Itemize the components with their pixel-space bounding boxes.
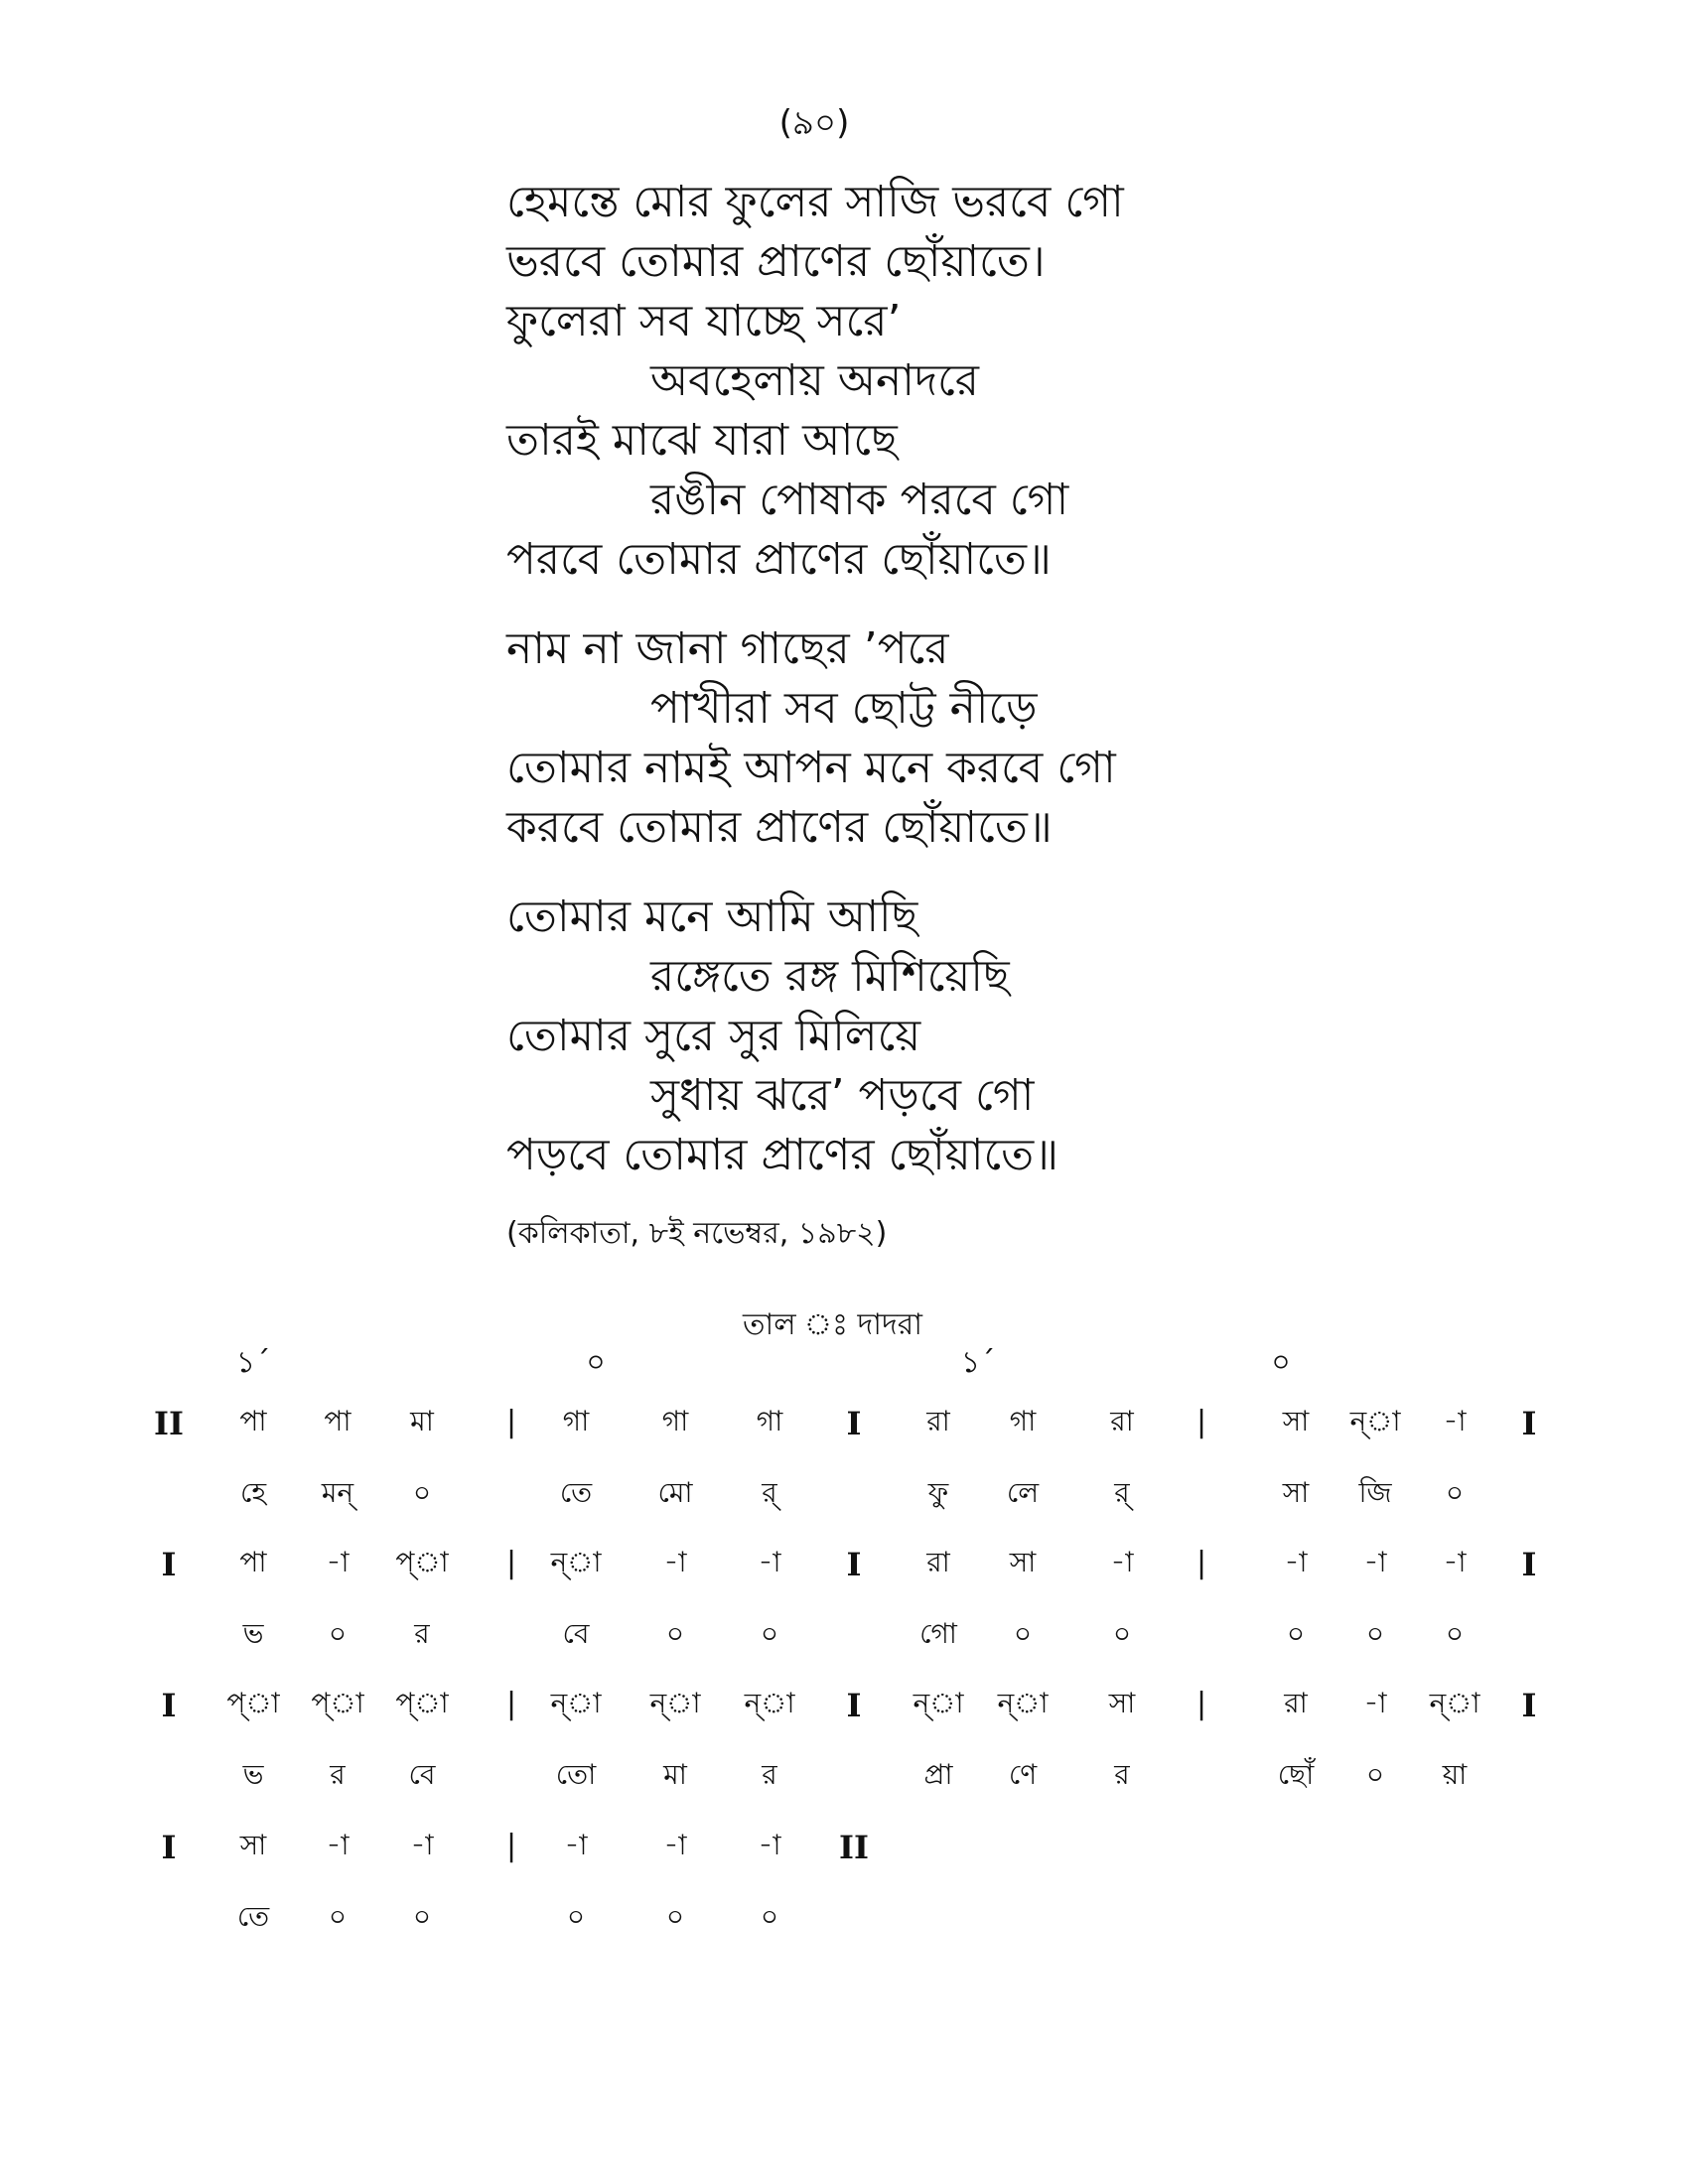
beat-divider: | bbox=[505, 1687, 517, 1721]
bar-line: I bbox=[846, 1405, 862, 1442]
note-cell: সা bbox=[239, 1829, 267, 1861]
note-cell: ন্া bbox=[997, 1687, 1049, 1719]
poem-line: পাখীরা সব ছোট্ট নীড়ে bbox=[650, 683, 1038, 734]
poem-line: তোমার সুরে সুর মিলিয়ে bbox=[506, 1011, 921, 1061]
note-cell: সা bbox=[1009, 1546, 1037, 1578]
beat-marker: ০ bbox=[1271, 1345, 1291, 1380]
note-cell: -া bbox=[758, 1829, 781, 1861]
note-cell: রা bbox=[1284, 1687, 1308, 1719]
lyric-cell: ফু bbox=[927, 1476, 949, 1509]
lyric-cell: গো bbox=[919, 1617, 957, 1650]
lyric-cell: ০ bbox=[412, 1900, 432, 1933]
beat-divider: | bbox=[505, 1829, 517, 1863]
poem-line: ভরবে তোমার প্রাণের ছোঁয়াতে। bbox=[506, 236, 1046, 287]
note-cell: পা bbox=[239, 1405, 267, 1437]
page-number: (৯০) bbox=[778, 103, 850, 143]
beat-marker: ০ bbox=[586, 1345, 606, 1380]
lyric-cell: বে bbox=[562, 1617, 590, 1650]
poem-line: তারই মাঝে যারা আছে bbox=[506, 415, 898, 466]
poem-line: সুধায় ঝরে’ পড়বে গো bbox=[650, 1070, 1035, 1121]
note-cell: -া bbox=[663, 1546, 687, 1578]
note-cell: প্া bbox=[226, 1687, 280, 1719]
lyric-cell: মা bbox=[663, 1758, 687, 1791]
note-cell: প্া bbox=[311, 1687, 364, 1719]
lyric-cell: ণে bbox=[1008, 1758, 1038, 1791]
note-cell: ন্া bbox=[1429, 1687, 1480, 1719]
bar-line: I bbox=[846, 1546, 862, 1583]
note-cell: -া bbox=[1363, 1546, 1387, 1578]
note-cell: -া bbox=[1363, 1687, 1387, 1719]
note-cell: -া bbox=[326, 1829, 350, 1861]
lyric-cell: ০ bbox=[1445, 1617, 1465, 1650]
note-cell: গা bbox=[1009, 1405, 1037, 1437]
lyric-cell: ০ bbox=[1365, 1617, 1385, 1650]
note-cell: ন্া bbox=[550, 1546, 602, 1578]
lyric-cell: ০ bbox=[1365, 1758, 1385, 1791]
tala-label: তাল ঃ দাদরা bbox=[743, 1307, 922, 1342]
beat-divider: | bbox=[1196, 1405, 1207, 1439]
note-cell: ন্া bbox=[744, 1687, 795, 1719]
note-cell: ন্া bbox=[550, 1687, 602, 1719]
lyric-cell: র bbox=[1114, 1758, 1130, 1791]
beat-divider: | bbox=[1196, 1546, 1207, 1580]
lyric-cell: ০ bbox=[328, 1617, 348, 1650]
note-cell: -া bbox=[663, 1829, 687, 1861]
note-cell: রা bbox=[1110, 1405, 1134, 1437]
beat-marker: ১´ bbox=[960, 1345, 996, 1380]
lyric-cell: লে bbox=[1006, 1476, 1040, 1509]
note-cell: -া bbox=[564, 1829, 588, 1861]
bar-line: I bbox=[1521, 1405, 1537, 1442]
lyric-cell: জি bbox=[1358, 1476, 1392, 1509]
beat-divider: | bbox=[505, 1405, 517, 1439]
note-cell: ন্া bbox=[913, 1687, 964, 1719]
lyric-cell: ০ bbox=[1286, 1617, 1306, 1650]
poem-line: ফুলেরা সব যাচ্ছে সরে’ bbox=[506, 296, 902, 346]
bar-line: II bbox=[839, 1829, 869, 1866]
lyric-cell: তে bbox=[559, 1476, 593, 1509]
beat-divider: | bbox=[505, 1546, 517, 1580]
lyric-cell: ০ bbox=[328, 1900, 348, 1933]
poem-line: তোমার মনে আমি আছি bbox=[506, 891, 918, 942]
lyric-cell: তে bbox=[236, 1900, 270, 1933]
beat-marker: ১´ bbox=[235, 1345, 271, 1380]
poem-line: অবহেলায় অনাদরে bbox=[650, 355, 979, 406]
lyric-cell: ছোঁ bbox=[1277, 1758, 1315, 1791]
note-cell: রা bbox=[926, 1546, 950, 1578]
note-cell: -া bbox=[758, 1546, 781, 1578]
lyric-cell: মন্ bbox=[321, 1476, 354, 1509]
lyric-cell: র্ bbox=[1114, 1476, 1130, 1509]
note-cell: -া bbox=[1443, 1546, 1467, 1578]
bar-line: I bbox=[846, 1687, 862, 1724]
lyric-cell: হে bbox=[239, 1476, 267, 1509]
lyric-cell: র bbox=[330, 1758, 346, 1791]
lyric-cell: য়া bbox=[1442, 1758, 1468, 1791]
poem-line: পড়বে তোমার প্রাণের ছোঁয়াতে॥ bbox=[506, 1130, 1059, 1180]
note-cell: -া bbox=[326, 1546, 350, 1578]
beat-divider: | bbox=[1196, 1687, 1207, 1721]
poem-line: করবে তোমার প্রাণের ছোঁয়াতে॥ bbox=[506, 802, 1053, 853]
bar-line: II bbox=[154, 1405, 184, 1442]
note-cell: পা bbox=[324, 1405, 352, 1437]
note-cell: গা bbox=[661, 1405, 689, 1437]
date-place-caption: (কলিকাতা, ৮ই নভেম্বর, ১৯৮২) bbox=[506, 1216, 888, 1251]
note-cell: গা bbox=[562, 1405, 590, 1437]
poem-line: রঙ্গেতে রঙ্গ মিশিয়েছি bbox=[650, 951, 1010, 1002]
note-cell: মা bbox=[410, 1405, 434, 1437]
poem-line: রঙীন পোষাক পরবে গো bbox=[650, 475, 1069, 525]
lyric-cell: বে bbox=[408, 1758, 436, 1791]
lyric-cell: ভ bbox=[242, 1758, 264, 1791]
lyric-cell: ০ bbox=[566, 1900, 586, 1933]
lyric-cell: মো bbox=[657, 1476, 693, 1509]
bar-line: I bbox=[1521, 1546, 1537, 1583]
note-cell: পা bbox=[239, 1546, 267, 1578]
lyric-cell: ০ bbox=[760, 1617, 779, 1650]
poem-line: নাম না জানা গাছের ’পরে bbox=[506, 623, 949, 674]
lyric-cell: ০ bbox=[665, 1900, 685, 1933]
note-cell: সা bbox=[1108, 1687, 1136, 1719]
note-cell: প্া bbox=[395, 1687, 449, 1719]
lyric-cell: র bbox=[762, 1758, 777, 1791]
bar-line: I bbox=[161, 1546, 177, 1583]
lyric-cell: র bbox=[414, 1617, 430, 1650]
note-cell: প্া bbox=[395, 1546, 449, 1578]
lyric-cell: ০ bbox=[1013, 1617, 1033, 1650]
note-cell: গা bbox=[756, 1405, 783, 1437]
bar-line: I bbox=[1521, 1687, 1537, 1724]
lyric-cell: র্ bbox=[762, 1476, 777, 1509]
note-cell: -া bbox=[1110, 1546, 1134, 1578]
poem-line: হেমন্তে মোর ফুলের সাজি ভরবে গো bbox=[506, 177, 1124, 227]
lyric-cell: ভ bbox=[242, 1617, 264, 1650]
lyric-cell: ০ bbox=[1112, 1617, 1132, 1650]
lyric-cell: প্রা bbox=[923, 1758, 953, 1791]
note-cell: ন্া bbox=[1349, 1405, 1401, 1437]
note-cell: সা bbox=[1282, 1405, 1310, 1437]
poem-line: পরবে তোমার প্রাণের ছোঁয়াতে॥ bbox=[506, 534, 1052, 585]
lyric-cell: ০ bbox=[412, 1476, 432, 1509]
lyric-cell: ০ bbox=[760, 1900, 779, 1933]
lyric-cell: ০ bbox=[1445, 1476, 1465, 1509]
bar-line: I bbox=[161, 1687, 177, 1724]
note-cell: -া bbox=[1443, 1405, 1467, 1437]
poem-line: তোমার নামই আপন মনে করবে গো bbox=[506, 743, 1116, 793]
note-cell: -া bbox=[1284, 1546, 1308, 1578]
note-cell: ন্া bbox=[649, 1687, 701, 1719]
lyric-cell: ০ bbox=[665, 1617, 685, 1650]
note-cell: রা bbox=[926, 1405, 950, 1437]
bar-line: I bbox=[161, 1829, 177, 1866]
lyric-cell: সা bbox=[1282, 1476, 1310, 1509]
lyric-cell: তো bbox=[555, 1758, 597, 1791]
note-cell: -া bbox=[410, 1829, 434, 1861]
